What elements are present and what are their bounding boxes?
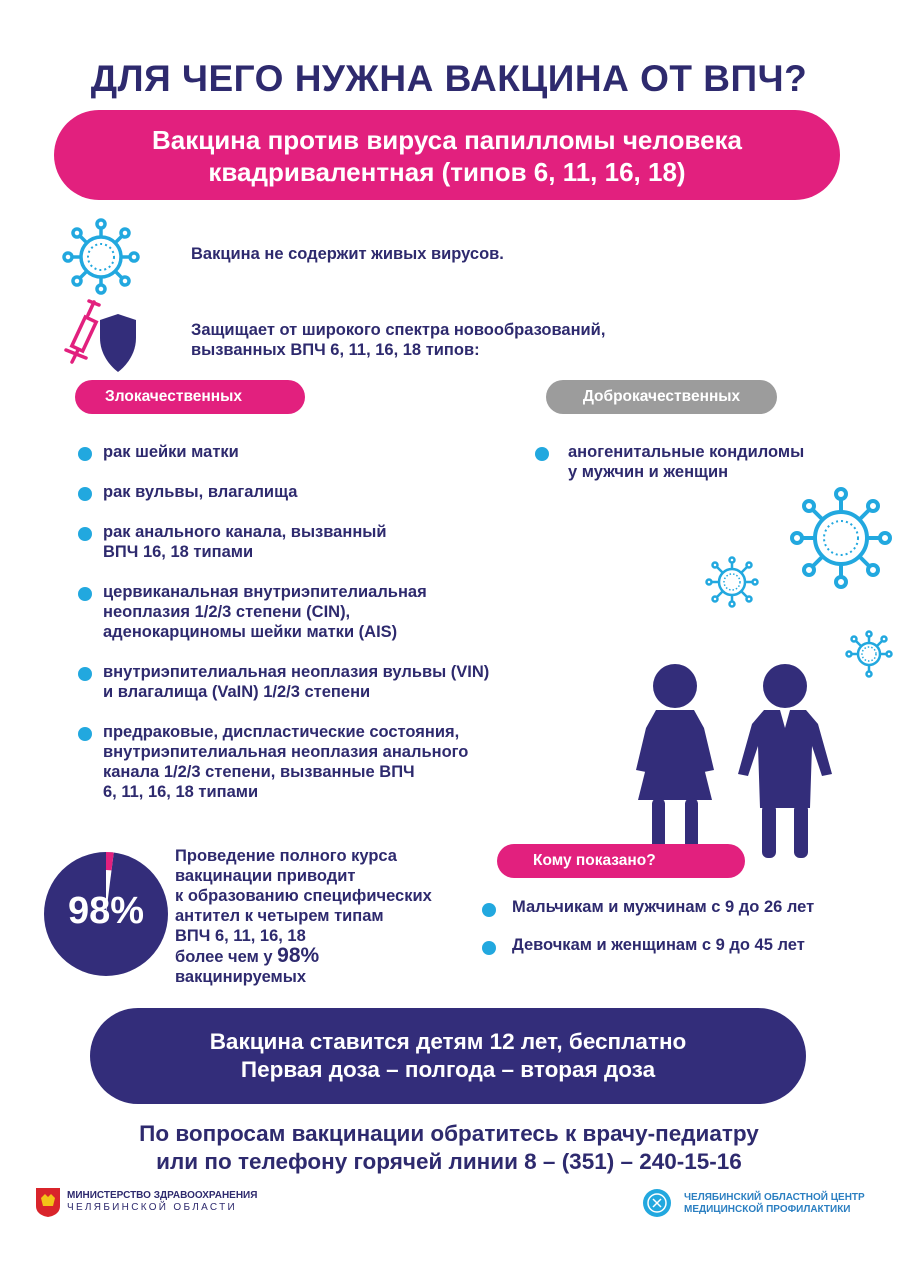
list-item-line: канала 1/2/3 степени, вызванные ВПЧ (103, 763, 415, 781)
indication-men: Мальчикам и мужчинам с 9 до 26 лет (512, 898, 815, 916)
contact-line1: По вопросам вакцинации обратитесь к врачу-педиатру (139, 1121, 759, 1146)
center-line1: ЧЕЛЯБИНСКИЙ ОБЛАСТНОЙ ЦЕНТР (684, 1192, 865, 1203)
list-item-line: неоплазия 1/2/3 степени (CIN), (103, 603, 351, 621)
efficacy-vaccinated: вакцинируемых (175, 968, 307, 986)
protects-line1: Защищает от широкого спектра новообразований, (191, 321, 606, 339)
list-item-line: рак шейки матки (103, 443, 239, 461)
people-illustration (620, 658, 840, 860)
list-item-line: предраковые, диспластические состояния, (103, 723, 460, 741)
ministry-logo-text (67, 1190, 257, 1214)
no-live-viruses-text: Вакцина не содержит живых вирусов. (191, 245, 504, 263)
list-item (568, 442, 804, 482)
vaccine-name-banner (54, 110, 840, 200)
schedule-line1: Вакцина ставится детям 12 лет, бесплатно (209, 1029, 687, 1054)
contact-text (0, 1120, 898, 1176)
list-item-line: аногенитальные кондиломы (568, 443, 805, 461)
virus-icon (844, 630, 894, 678)
benign-label: Доброкачественных (546, 380, 777, 414)
list-item (103, 522, 387, 562)
efficacy-line: ВПЧ 6, 11, 16, 18 (175, 927, 306, 945)
efficacy-line: к образованию специфических (175, 887, 432, 905)
list-item (103, 662, 489, 702)
efficacy-more-than: более чем у (175, 948, 273, 966)
efficacy-line: Проведение полного курса (175, 847, 397, 865)
list-item-line: 6, 11, 16, 18 типами (103, 783, 259, 801)
bullet-dot (78, 487, 92, 501)
efficacy-percent: 98% (67, 890, 145, 932)
bullet-dot (482, 941, 496, 955)
virus-icon (704, 556, 760, 608)
syringe-shield-icon (60, 298, 140, 376)
protects-text (191, 320, 605, 360)
center-line2: МЕДИЦИНСКОЙ ПРОФИЛАКТИКИ (684, 1204, 851, 1215)
vaccine-name-line1: Вакцина против вируса папилломы человека (151, 125, 743, 155)
bullet-dot (78, 727, 92, 741)
efficacy-line: антител к четырем типам (175, 907, 384, 925)
schedule-line2: Первая доза – полгода – вторая доза (240, 1057, 656, 1082)
prevention-center-text (684, 1192, 865, 1216)
schedule-banner (90, 1008, 806, 1104)
list-item-line: и влагалища (VaIN) 1/2/3 степени (103, 683, 371, 701)
indication-women: Девочкам и женщинам с 9 до 45 лет (512, 936, 805, 954)
bullet-dot (78, 447, 92, 461)
bullet-dot (482, 903, 496, 917)
protects-line2: вызванных ВПЧ 6, 11, 16, 18 типов: (191, 341, 480, 359)
vaccine-name-line2: квадривалентная (типов 6, 11, 16, 18) (208, 157, 686, 187)
list-item (103, 442, 239, 462)
contact-line2: или по телефону горячей линии 8 – (351) – 240-15-16 (156, 1149, 742, 1174)
prevention-center-logo-icon (642, 1188, 672, 1218)
bullet-dot (78, 527, 92, 541)
list-item (103, 582, 427, 642)
bullet-dot (78, 667, 92, 681)
efficacy-text (175, 846, 432, 987)
bullet-dot (535, 447, 549, 461)
list-item-line: цервиканальная внутриэпителиальная (103, 583, 427, 601)
list-item-line: аденокарциномы шейки матки (AIS) (103, 623, 398, 641)
efficacy-more-than-value: 98% (277, 944, 320, 967)
list-item-line: внутриэпителиальная неоплазия вульвы (VIN) (103, 663, 490, 681)
ministry-line1: МИНИСТЕРСТВО ЗДРАВООХРАНЕНИЯ (67, 1190, 258, 1201)
indications-label: Кому показано? (497, 844, 745, 878)
list-item-line: рак анального канала, вызванный (103, 523, 387, 541)
list-item (103, 722, 468, 802)
efficacy-line: вакцинации приводит (175, 867, 356, 885)
ministry-emblem-icon (34, 1186, 62, 1218)
bullet-dot (78, 587, 92, 601)
list-item-line: рак вульвы, влагалища (103, 483, 298, 501)
page-title: ДЛЯ ЧЕГО НУЖНА ВАКЦИНА ОТ ВПЧ? (90, 58, 808, 99)
virus-icon (788, 485, 894, 591)
list-item-line: у мужчин и женщин (568, 463, 729, 481)
virus-icon (60, 218, 142, 296)
ministry-line2: ЧЕЛЯБИНСКОЙ ОБЛАСТИ (67, 1202, 238, 1213)
list-item-line: ВПЧ 16, 18 типами (103, 543, 254, 561)
list-item-line: внутриэпителиальная неоплазия анального (103, 743, 469, 761)
list-item (103, 482, 297, 502)
malignant-label: Злокачественных (75, 380, 305, 414)
